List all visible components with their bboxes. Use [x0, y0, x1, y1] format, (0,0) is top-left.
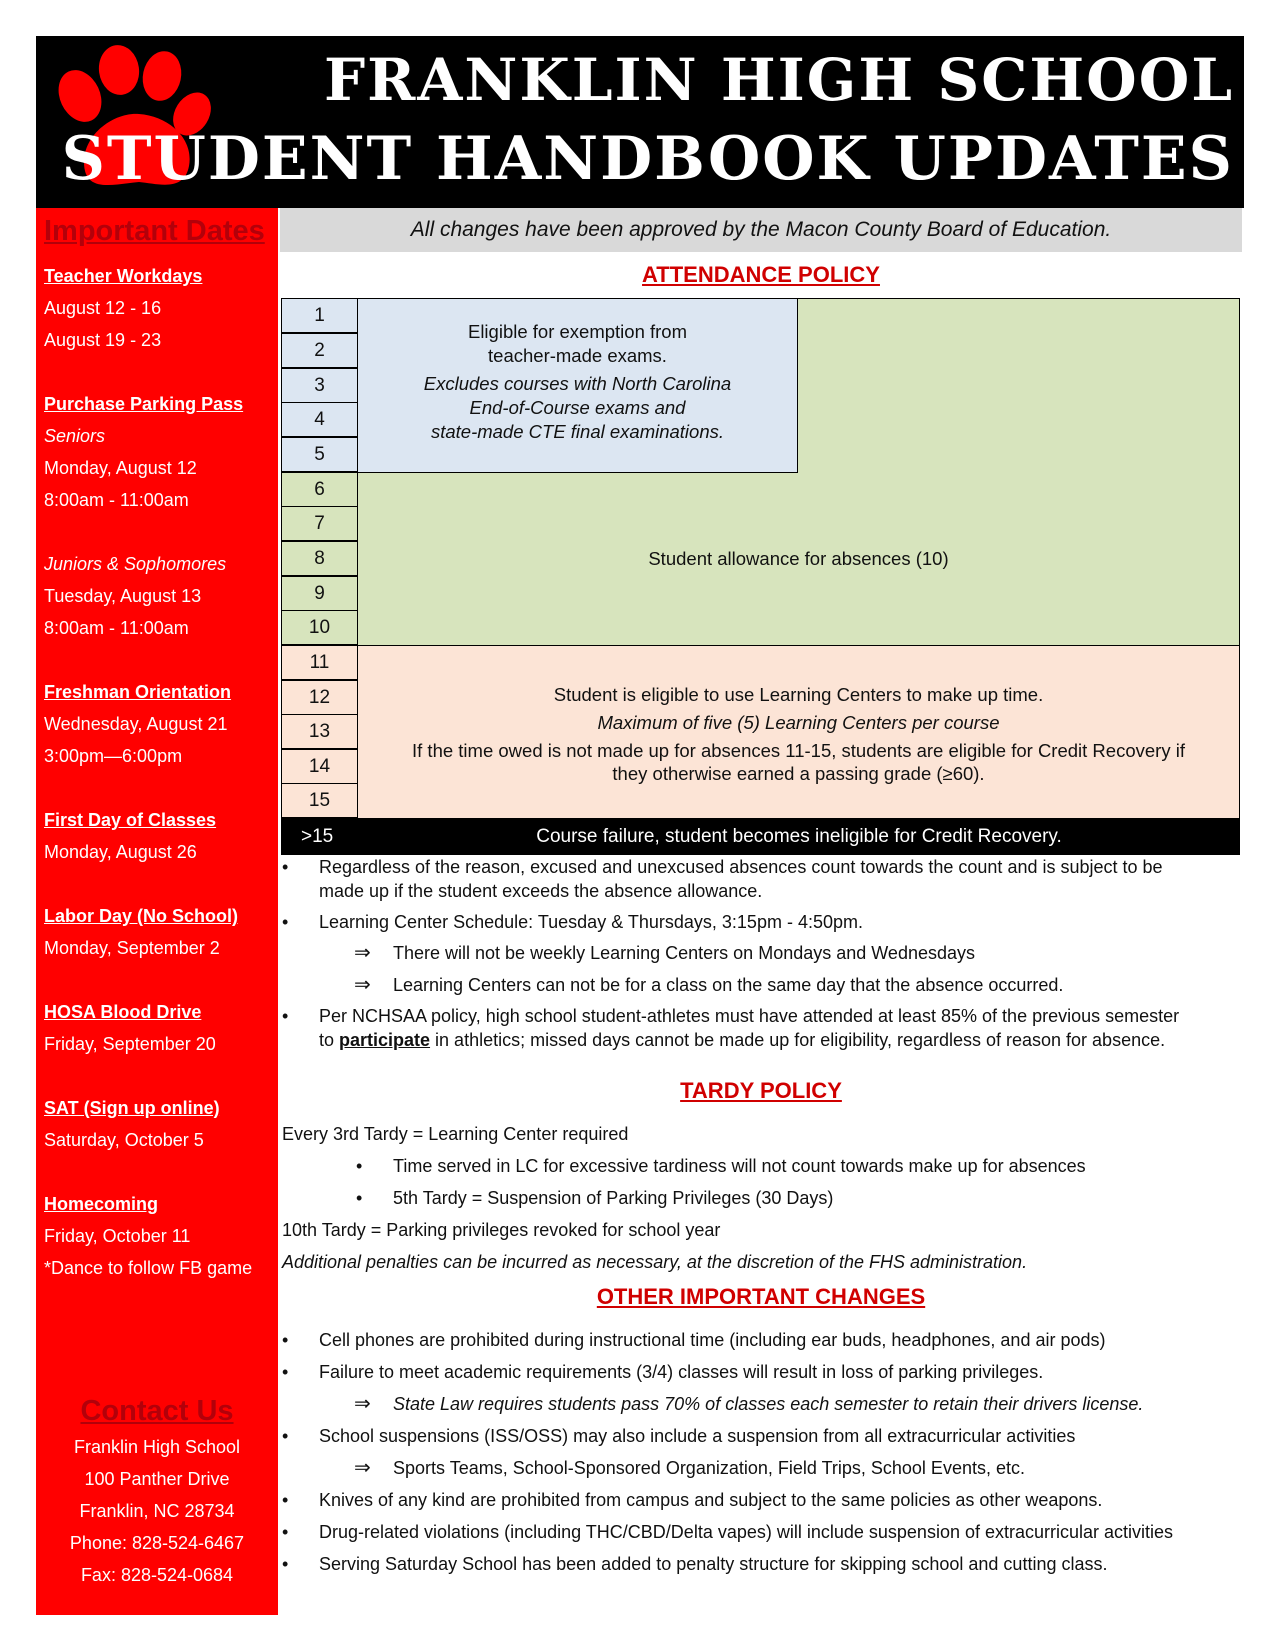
learning-center-line: Student is eligible to use Learning Centers to make up time. — [553, 684, 1044, 705]
approval-banner: All changes have been approved by the Macon County Board of Education. — [280, 208, 1242, 252]
bullet-icon: • — [282, 1006, 289, 1026]
important-dates-heading: Important Dates — [44, 215, 265, 247]
bullet-icon: • — [282, 1522, 289, 1542]
attendance-bullet-2: Learning Center Schedule: Tuesday & Thursdays, 3:15pm - 4:50pm. — [319, 912, 863, 932]
tardy-heading: TARDY POLICY — [680, 1078, 842, 1103]
date-title: Labor Day (No School) — [44, 906, 239, 926]
text-line: Regardless of the reason, excused and unexcused absences count towards the count and is subject to be — [319, 857, 1163, 877]
attendance-table — [281, 298, 1240, 856]
date-title: SAT (Sign up online) — [44, 1098, 220, 1118]
date-line: 8:00am - 11:00am — [44, 490, 189, 510]
arrow-icon: ⇒ — [354, 974, 371, 996]
text-line: made up if the student exceeds the absence allowance. — [319, 881, 763, 901]
absence-number: 12 — [281, 680, 358, 715]
other-changes-heading: OTHER IMPORTANT CHANGES — [596, 1284, 926, 1309]
arrow-icon: ⇒ — [354, 942, 371, 964]
attendance-heading: ATTENDANCE POLICY — [642, 262, 880, 287]
date-line: Monday, September 2 — [44, 938, 220, 958]
important-dates-list — [44, 260, 276, 1316]
contact-phone: Phone: 828-524-6467 — [69, 1533, 245, 1553]
date-line: Wednesday, August 21 — [44, 714, 228, 734]
absence-number: 15 — [281, 783, 358, 818]
other-bullet: Knives of any kind are prohibited from campus and subject to the same policies as other weapons. — [319, 1490, 1103, 1510]
header — [36, 36, 1244, 208]
text-fragment: in athletics; missed days cannot be made up for eligibility, regardless of reason for absence. — [430, 1030, 1166, 1050]
bullet-icon: • — [282, 857, 289, 877]
exemption-note: End-of-Course exams and — [469, 397, 686, 418]
bullet-icon: • — [282, 1330, 289, 1350]
date-line: Monday, August 12 — [44, 458, 197, 478]
exemption-line: teacher-made exams. — [488, 345, 667, 366]
date-title: HOSA Blood Drive — [44, 1002, 202, 1022]
date-line: Saturday, October 5 — [44, 1130, 204, 1150]
absence-number: 1 — [281, 298, 358, 333]
exemption-note: state-made CTE final examinations. — [430, 421, 725, 442]
date-line: 3:00pm—6:00pm — [44, 746, 183, 766]
bullet-icon: • — [282, 1426, 289, 1446]
contact-line: Franklin High School — [73, 1437, 241, 1457]
date-title: First Day of Classes — [44, 810, 217, 830]
date-line: August 12 - 16 — [44, 298, 162, 318]
attendance-bullet-1 — [319, 855, 1163, 903]
absence-number: 6 — [281, 472, 358, 507]
date-line: Friday, September 20 — [44, 1034, 216, 1054]
other-subbullet: State Law requires students pass 70% of classes each semester to retain their drivers license. — [393, 1394, 1144, 1414]
tardy-subbullet: Time served in LC for excessive tardiness will not count towards make up for absences — [393, 1156, 1086, 1176]
other-subbullet: Sports Teams, School-Sponsored Organization, Field Trips, School Events, etc. — [393, 1458, 1025, 1478]
absence-number: 2 — [281, 333, 358, 368]
exemption-text — [357, 320, 798, 444]
absence-number: 9 — [281, 576, 358, 611]
failure-text: Course failure, student becomes ineligible for Credit Recovery. — [536, 826, 1062, 847]
date-title: Purchase Parking Pass — [44, 394, 244, 414]
date-group — [44, 804, 276, 868]
attendance-subbullet: Learning Centers can not be for a class on the same day that the absence occurred. — [393, 975, 1064, 995]
learning-center-line: If the time owed is not made up for absences 11-15, students are eligible for Credit Recovery if — [412, 740, 1185, 761]
sidebar — [36, 208, 278, 1615]
header-title-line1: FRANKLIN HIGH SCHOOL — [323, 46, 1234, 114]
text-fragment: to — [319, 1030, 340, 1050]
other-bullet: Cell phones are prohibited during instructional time (including ear buds, headphones, and air pods) — [319, 1330, 1106, 1350]
date-line: Monday, August 26 — [44, 842, 197, 862]
bullet-icon: • — [282, 1490, 289, 1510]
tardy-subbullet: 5th Tardy = Suspension of Parking Privileges (30 Days) — [393, 1188, 834, 1208]
date-group — [44, 1188, 276, 1284]
other-bullet: Serving Saturday School has been added to penalty structure for skipping school and cutting class. — [319, 1554, 1108, 1574]
contact-us — [36, 1391, 278, 1591]
participate-emphasis: participate — [339, 1030, 431, 1050]
date-group — [44, 900, 276, 964]
date-group — [44, 676, 276, 772]
contact-line: 100 Panther Drive — [84, 1469, 230, 1489]
bullet-icon: • — [282, 1362, 289, 1382]
tardy-line: 10th Tardy = Parking privileges revoked for school year — [282, 1220, 721, 1240]
date-group — [44, 388, 276, 644]
contact-fax: Fax: 828-524-0684 — [80, 1565, 234, 1585]
date-line: Friday, October 11 — [44, 1226, 191, 1246]
header-title-line2: STUDENT HANDBOOK UPDATES — [61, 124, 1234, 194]
absence-number: 5 — [281, 437, 358, 472]
absence-number: 14 — [281, 749, 358, 784]
date-line: Juniors & Sophomores — [44, 554, 227, 574]
other-bullet: Drug-related violations (including THC/CBD/Delta vapes) will include suspension of extracurricular activities — [319, 1522, 1174, 1542]
absence-number: 13 — [281, 714, 358, 749]
allowance-text: Student allowance for absences (10) — [648, 548, 949, 569]
date-title: Freshman Orientation — [44, 682, 232, 702]
absence-number: 11 — [281, 645, 358, 680]
text-line: Per NCHSAA policy, high school student-athletes must have attended at least 85% of the previous semester — [319, 1006, 1180, 1026]
bullet-icon: • — [282, 912, 289, 932]
date-line: August 19 - 23 — [44, 330, 162, 350]
arrow-icon: ⇒ — [354, 1393, 371, 1415]
date-line: *Dance to follow FB game — [44, 1258, 253, 1278]
date-group — [44, 996, 276, 1060]
arrow-icon: ⇒ — [354, 1457, 371, 1479]
text-line — [319, 1028, 1179, 1052]
absence-number: 3 — [281, 368, 358, 403]
other-bullet: Failure to meet academic requirements (3/4) classes will result in loss of parking privileges. — [319, 1362, 1044, 1382]
bullet-icon: • — [282, 1554, 289, 1574]
bullet-icon: • — [356, 1156, 363, 1176]
learning-center-line: they otherwise earned a passing grade (≥60). — [612, 763, 985, 784]
date-group — [44, 260, 276, 356]
date-title: Homecoming — [44, 1194, 159, 1214]
date-line: 8:00am - 11:00am — [44, 618, 189, 638]
absence-number: 8 — [281, 541, 358, 576]
exemption-line: Eligible for exemption from — [467, 321, 687, 342]
date-spacer — [44, 516, 276, 548]
bullet-icon: • — [356, 1188, 363, 1208]
learning-center-note: Maximum of five (5) Learning Centers per course — [597, 712, 1000, 733]
date-title: Teacher Workdays — [44, 266, 203, 286]
exemption-note: Excludes courses with North Carolina — [423, 373, 732, 394]
date-group — [44, 1092, 276, 1156]
attendance-bullet-3 — [319, 1004, 1179, 1052]
tardy-line: Every 3rd Tardy = Learning Center required — [282, 1124, 629, 1144]
learning-center-text — [357, 683, 1240, 785]
date-line: Tuesday, August 13 — [44, 586, 202, 606]
absence-number: 7 — [281, 506, 358, 541]
date-line: Seniors — [44, 426, 106, 446]
tardy-note: Additional penalties can be incurred as necessary, at the discretion of the FHS administration. — [282, 1252, 1028, 1272]
failure-row — [281, 818, 1240, 855]
absence-number: 10 — [281, 610, 358, 645]
contact-line: Franklin, NC 28734 — [79, 1501, 235, 1521]
attendance-subbullet: There will not be weekly Learning Centers on Mondays and Wednesdays — [393, 943, 975, 963]
failure-number: >15 — [301, 826, 334, 847]
other-bullet: School suspensions (ISS/OSS) may also include a suspension from all extracurricular activities — [319, 1426, 1076, 1446]
contact-heading: Contact Us — [80, 1395, 234, 1427]
absence-number: 4 — [281, 402, 358, 437]
